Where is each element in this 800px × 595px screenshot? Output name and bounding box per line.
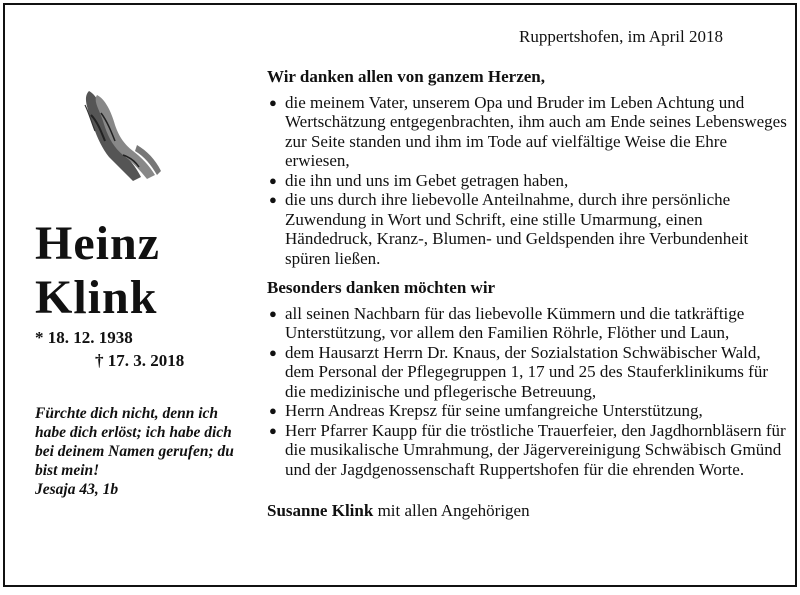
obituary-card	[3, 3, 797, 587]
bullet-icon: ●	[269, 403, 277, 418]
bullet-icon: ●	[269, 305, 277, 321]
death-date: † 17. 3. 2018	[95, 351, 185, 370]
section1-heading: Wir danken allen von ganzem Herzen,	[267, 67, 545, 86]
verse-reference: Jesaja 43, 1b	[35, 481, 119, 498]
place-date: Ruppertshofen, im April 2018	[519, 27, 723, 46]
section2-list	[267, 304, 787, 480]
list-item: ● all seinen Nachbarn für das liebevolle Kümmern und die tatkräftige Unterstützung, vor allem den Familien Röhrle, Flöther und Laun,	[269, 303, 745, 342]
list-item: ● Herr Pfarrer Kaupp für die tröstliche Trauerfeier, den Jagdhornbläsern für die musikalische Umrahmung, der Jägervereinigung Schwäbisch Gmünd und der Jagdgenossenschaft Ruppertshofen für die ehrenden Worte.	[269, 420, 786, 479]
last-name: Klink	[35, 271, 158, 324]
left-column	[5, 5, 263, 585]
bullet-icon: ●	[269, 344, 277, 360]
first-name: Heinz	[35, 217, 160, 270]
bullet-icon: ●	[269, 422, 277, 438]
list-item: ● Herrn Andreas Krepsz für seine umfangreiche Unterstützung,	[269, 401, 703, 420]
list-item: ● die meinem Vater, unserem Opa und Bruder im Leben Achtung und Wertschätzung entgegenbrachten, ihm auch am Ende seines Lebensweges zur Seite standen und ihm im Tode auf vielfältige Weise die Ehre erwiesen,	[269, 92, 787, 170]
signature-name: Susanne Klink	[267, 501, 374, 520]
list-item: ● dem Hausarzt Herrn Dr. Knaus, der Sozialstation Schwäbischer Wald, dem Personal der Pflegegruppen 1, 17 und 25 des Stauferklinikums für die medizinische und pflegerische Betreuung,	[269, 342, 768, 401]
bullet-icon: ●	[269, 192, 277, 207]
bible-verse	[35, 404, 245, 499]
section2-heading: Besonders danken möchten wir	[267, 278, 496, 297]
verse-text: Fürchte dich nicht, denn ich habe dich erlöst; ich habe dich bei deinem Namen gerufen; du bist mein!	[35, 405, 234, 479]
list-item: ● die ihn und uns im Gebet getragen haben,	[269, 170, 569, 190]
section1-list	[267, 93, 787, 269]
signature-rest: mit allen Angehörigen	[373, 501, 530, 520]
bullet-icon: ●	[269, 172, 277, 188]
right-column	[267, 67, 787, 521]
birth-date: * 18. 12. 1938	[35, 328, 133, 347]
praying-hands-icon	[67, 85, 167, 185]
bullet-icon: ●	[269, 94, 277, 110]
list-item: ● die uns durch ihre liebevolle Anteilnahme, durch ihre persönliche Zuwendung in Wort und Schrift, eine stille Umarmung, einen Händedruck, Kranz-, Blumen- und Geldspenden ihre Verbundenheit spüren ließen.	[269, 190, 749, 268]
signature	[267, 501, 787, 521]
